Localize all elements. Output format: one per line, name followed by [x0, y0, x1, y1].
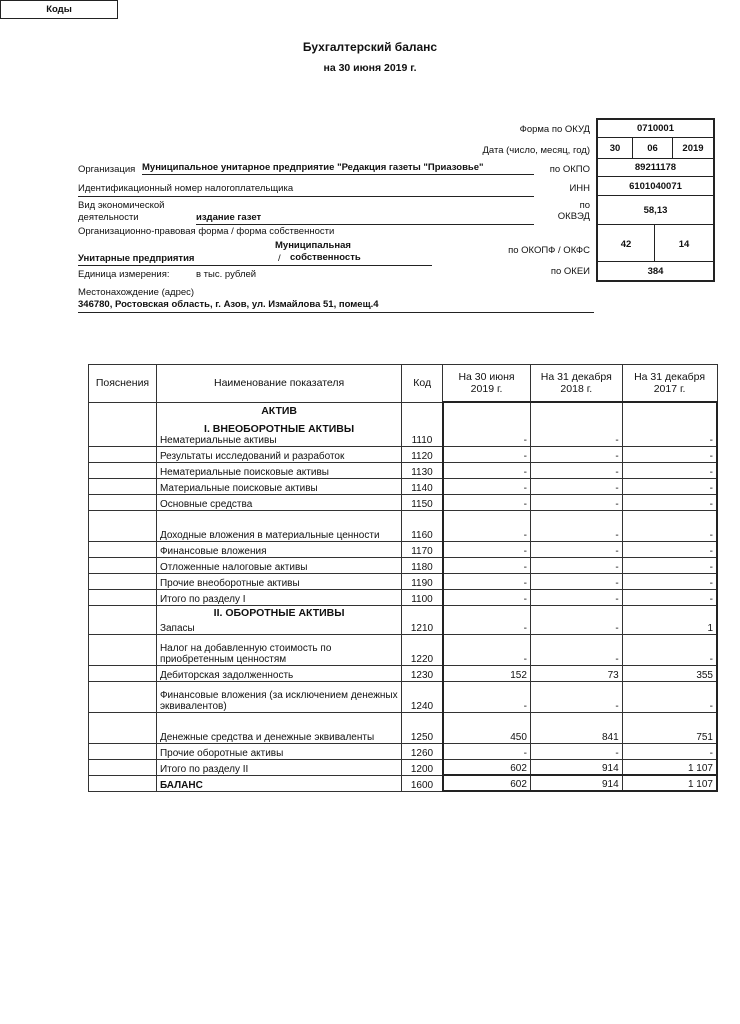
row-code: 1240 [402, 681, 443, 712]
row-value-2019: - [443, 494, 531, 510]
row-value-2017: - [622, 541, 717, 557]
row-value-2017: - [622, 743, 717, 759]
table-row [89, 681, 718, 712]
okfs-value: 14 [655, 225, 713, 262]
balance-table [88, 364, 718, 792]
row-value-2019: 152 [443, 665, 531, 681]
unit-label: Единица измерения: [78, 269, 170, 280]
row-name [156, 541, 401, 557]
page-title: Бухгалтерский баланс [302, 40, 438, 54]
inn-code-label: ИНН [569, 183, 590, 194]
row-code: 1600 [402, 775, 443, 791]
row-value-2018: - [530, 462, 622, 478]
header-notes: Пояснения [89, 365, 157, 403]
row-name-text: Итого по разделу I [159, 593, 246, 605]
header-col3-line1: На 31 декабря [634, 371, 706, 383]
row-value-2019: - [443, 681, 531, 712]
row-notes [89, 573, 157, 589]
org-label: Организация [78, 164, 136, 175]
row-notes [89, 510, 157, 541]
row-name-text: Итого по разделу II [159, 763, 249, 775]
table-row [89, 494, 718, 510]
form-underline [78, 265, 432, 266]
table-row [89, 510, 718, 541]
row-code: 1130 [402, 462, 443, 478]
row-name [156, 494, 401, 510]
row-value-2018: - [530, 510, 622, 541]
row-value-2018: - [530, 605, 622, 634]
row-value-2017: - [622, 557, 717, 573]
table-row [89, 665, 718, 681]
row-value-2018: - [530, 743, 622, 759]
row-value-2019: - [443, 462, 531, 478]
row-notes [89, 759, 157, 775]
row-notes [89, 681, 157, 712]
unit-value: в тыс. рублей [196, 269, 257, 280]
okei-label: по ОКЕИ [550, 266, 590, 277]
row-value-2017: - [622, 446, 717, 462]
row-code: 1180 [402, 557, 443, 573]
row-value-2019: - [443, 478, 531, 494]
row-value-2017: 355 [622, 665, 717, 681]
form-label: Организационно-правовая форма / форма собственности [78, 226, 335, 237]
inn-underline [78, 196, 534, 197]
row-name-text: Доходные вложения в материальные ценности [159, 529, 380, 541]
header-col2-line1: На 31 декабря [540, 371, 612, 383]
row-value-2019: - [443, 557, 531, 573]
row-name [156, 605, 401, 634]
row-notes [89, 462, 157, 478]
inn-value: 6101040071 [598, 177, 713, 196]
row-value-2018: - [530, 478, 622, 494]
row-value-2018: 841 [530, 712, 622, 743]
row-code: 1100 [402, 589, 443, 605]
date-label: Дата (число, месяц, год) [482, 145, 590, 156]
row-value-2019: 602 [443, 759, 531, 775]
row-value-2019: - [443, 541, 531, 557]
date-day: 30 [598, 138, 633, 159]
row-value-2017: - [622, 510, 717, 541]
row-code: 1200 [402, 759, 443, 775]
row-value-2019: 450 [443, 712, 531, 743]
row-name [156, 402, 401, 446]
row-name-text: Финансовые вложения (за исключением денежных эквивалентов) [159, 689, 398, 712]
row-name-text: Нематериальные поисковые активы [159, 466, 329, 478]
table-row [89, 573, 718, 589]
row-code: 1190 [402, 573, 443, 589]
report-date: на 30 июня 2019 г. [323, 62, 417, 74]
row-notes [89, 665, 157, 681]
row-value-2017: 751 [622, 712, 717, 743]
row-name [156, 557, 401, 573]
row-value-2017: - [622, 402, 717, 446]
table-row [89, 634, 718, 665]
row-code: 1260 [402, 743, 443, 759]
row-name [156, 665, 401, 681]
row-value-2018: - [530, 494, 622, 510]
row-code: 1230 [402, 665, 443, 681]
row-value-2018: 914 [530, 759, 622, 775]
row-value-2017: - [622, 589, 717, 605]
address-label: Местонахождение (адрес) [78, 287, 195, 298]
section1-heading: I. ВНЕОБОРОТНЫЕ АКТИВЫ [204, 422, 355, 435]
table-row [89, 557, 718, 573]
row-code: 1250 [402, 712, 443, 743]
row-value-2017: 1 107 [622, 759, 717, 775]
table-row [89, 743, 718, 759]
row-value-2017: 1 107 [622, 775, 717, 791]
row-value-2019: - [443, 510, 531, 541]
row-name [156, 681, 401, 712]
row-value-2018: - [530, 634, 622, 665]
row-notes [89, 557, 157, 573]
header-col1-line2: 2019 г. [470, 383, 503, 395]
row-value-2017: 1 [622, 605, 717, 634]
row-value-2017: - [622, 494, 717, 510]
row-value-2018: - [530, 541, 622, 557]
row-value-2017: - [622, 462, 717, 478]
row-notes [89, 478, 157, 494]
row-name [156, 462, 401, 478]
row-name-text: Отложенные налоговые активы [159, 561, 308, 573]
row-notes [89, 589, 157, 605]
header-col1-line1: На 30 июня [458, 371, 515, 383]
row-value-2017: - [622, 478, 717, 494]
row-code: 1110 [402, 402, 443, 446]
row-name-text: БАЛАНС [159, 779, 203, 791]
row-value-2019: - [443, 634, 531, 665]
row-name [156, 775, 401, 791]
row-notes [89, 634, 157, 665]
row-name-text: Прочие внеоборотные активы [159, 577, 300, 589]
okpo-label: по ОКПО [549, 164, 590, 175]
row-name-text: Основные средства [159, 498, 253, 510]
row-name [156, 759, 401, 775]
row-name [156, 478, 401, 494]
row-name-text: Результаты исследований и разработок [159, 450, 345, 462]
row-name-text: Денежные средства и денежные эквиваленты [159, 731, 375, 743]
okud-value: 0710001 [598, 120, 713, 138]
okved-label-2: ОКВЭД [557, 211, 590, 222]
okei-value: 384 [647, 265, 664, 277]
table-row [89, 712, 718, 743]
table-row [89, 462, 718, 478]
aktiv-heading: АКТИВ [261, 404, 297, 417]
row-name-text: Налог на добавленную стоимость по приобретенным ценностям [159, 642, 332, 665]
row-value-2018: - [530, 681, 622, 712]
row-notes [89, 494, 157, 510]
row-value-2019: - [443, 743, 531, 759]
row-value-2018: - [530, 557, 622, 573]
form-right-2: собственность [290, 252, 361, 263]
row-value-2019: - [443, 573, 531, 589]
row-code: 1170 [402, 541, 443, 557]
row-value-2018: 73 [530, 665, 622, 681]
row-value-2017: - [622, 681, 717, 712]
row-code: 1160 [402, 510, 443, 541]
address-value: 346780, Ростовская область, г. Азов, ул. Измайлова 51, помещ.4 [78, 299, 379, 310]
address-underline [78, 312, 594, 313]
row-name-text: Финансовые вложения [159, 545, 267, 557]
row-notes [89, 402, 157, 446]
row-name [156, 589, 401, 605]
row-value-2017: - [622, 634, 717, 665]
row-name [156, 743, 401, 759]
row-code: 1220 [402, 634, 443, 665]
row-notes [89, 446, 157, 462]
okud-label: Форма по ОКУД [519, 124, 590, 135]
table-row [89, 775, 718, 791]
header-col2 [530, 365, 622, 403]
row-name [156, 712, 401, 743]
row-notes [89, 605, 157, 634]
row-name [156, 573, 401, 589]
row-value-2018: - [530, 402, 622, 446]
codes-header: Коды [0, 0, 118, 19]
row-name-text: Запасы [159, 622, 195, 634]
row-name [156, 510, 401, 541]
row-notes [89, 541, 157, 557]
table-row [89, 478, 718, 494]
table-row [89, 402, 718, 446]
inn-label: Идентификационный номер налогоплательщика [78, 183, 294, 194]
table-row [89, 759, 718, 775]
header-name: Наименование показателя [156, 365, 401, 403]
row-value-2017: - [622, 573, 717, 589]
table-row [89, 541, 718, 557]
row-notes [89, 775, 157, 791]
row-name-text: Дебиторская задолженность [159, 669, 294, 681]
row-name-text: Прочие оборотные активы [159, 747, 284, 759]
table-row [89, 589, 718, 605]
table-row [89, 446, 718, 462]
row-code: 1150 [402, 494, 443, 510]
row-name-text: Нематериальные активы [159, 434, 277, 446]
activity-value: издание газет [196, 212, 534, 225]
org-name: Муниципальное унитарное предприятие "Редакция газеты "Приазовье" [142, 162, 534, 175]
form-right-1: Муниципальная [275, 240, 351, 251]
row-name [156, 634, 401, 665]
table-header-row [89, 365, 718, 403]
row-notes [89, 743, 157, 759]
row-value-2018: - [530, 573, 622, 589]
header-code: Код [402, 365, 443, 403]
row-value-2019: - [443, 605, 531, 634]
okved-label-1: по [579, 200, 590, 211]
row-value-2019: 602 [443, 775, 531, 791]
date-month: 06 [633, 138, 673, 159]
activity-label-2: деятельности [78, 212, 139, 223]
header-col3 [622, 365, 717, 403]
row-value-2018: 914 [530, 775, 622, 791]
row-value-2019: - [443, 402, 531, 446]
row-value-2018: - [530, 446, 622, 462]
table-row [89, 605, 718, 634]
okopf-value: 42 [598, 225, 655, 262]
okved-value: 58,13 [598, 196, 713, 225]
header-col2-line2: 2018 г. [560, 383, 593, 395]
section2-heading: II. ОБОРОТНЫЕ АКТИВЫ [213, 606, 345, 619]
row-name-text: Материальные поисковые активы [159, 482, 318, 494]
row-value-2019: - [443, 446, 531, 462]
header-col1 [443, 365, 531, 403]
activity-label-1: Вид экономической [78, 200, 165, 211]
row-code: 1120 [402, 446, 443, 462]
form-separator: / [278, 253, 281, 264]
row-code: 1140 [402, 478, 443, 494]
row-value-2018: - [530, 589, 622, 605]
row-code: 1210 [402, 605, 443, 634]
okopf-label: по ОКОПФ / ОКФС [508, 245, 590, 256]
row-value-2019: - [443, 589, 531, 605]
row-name [156, 446, 401, 462]
date-year: 2019 [673, 138, 713, 159]
header-col3-line2: 2017 г. [653, 383, 686, 395]
form-left: Унитарные предприятия [78, 253, 195, 264]
okpo-value: 89211178 [598, 159, 713, 177]
row-notes [89, 712, 157, 743]
